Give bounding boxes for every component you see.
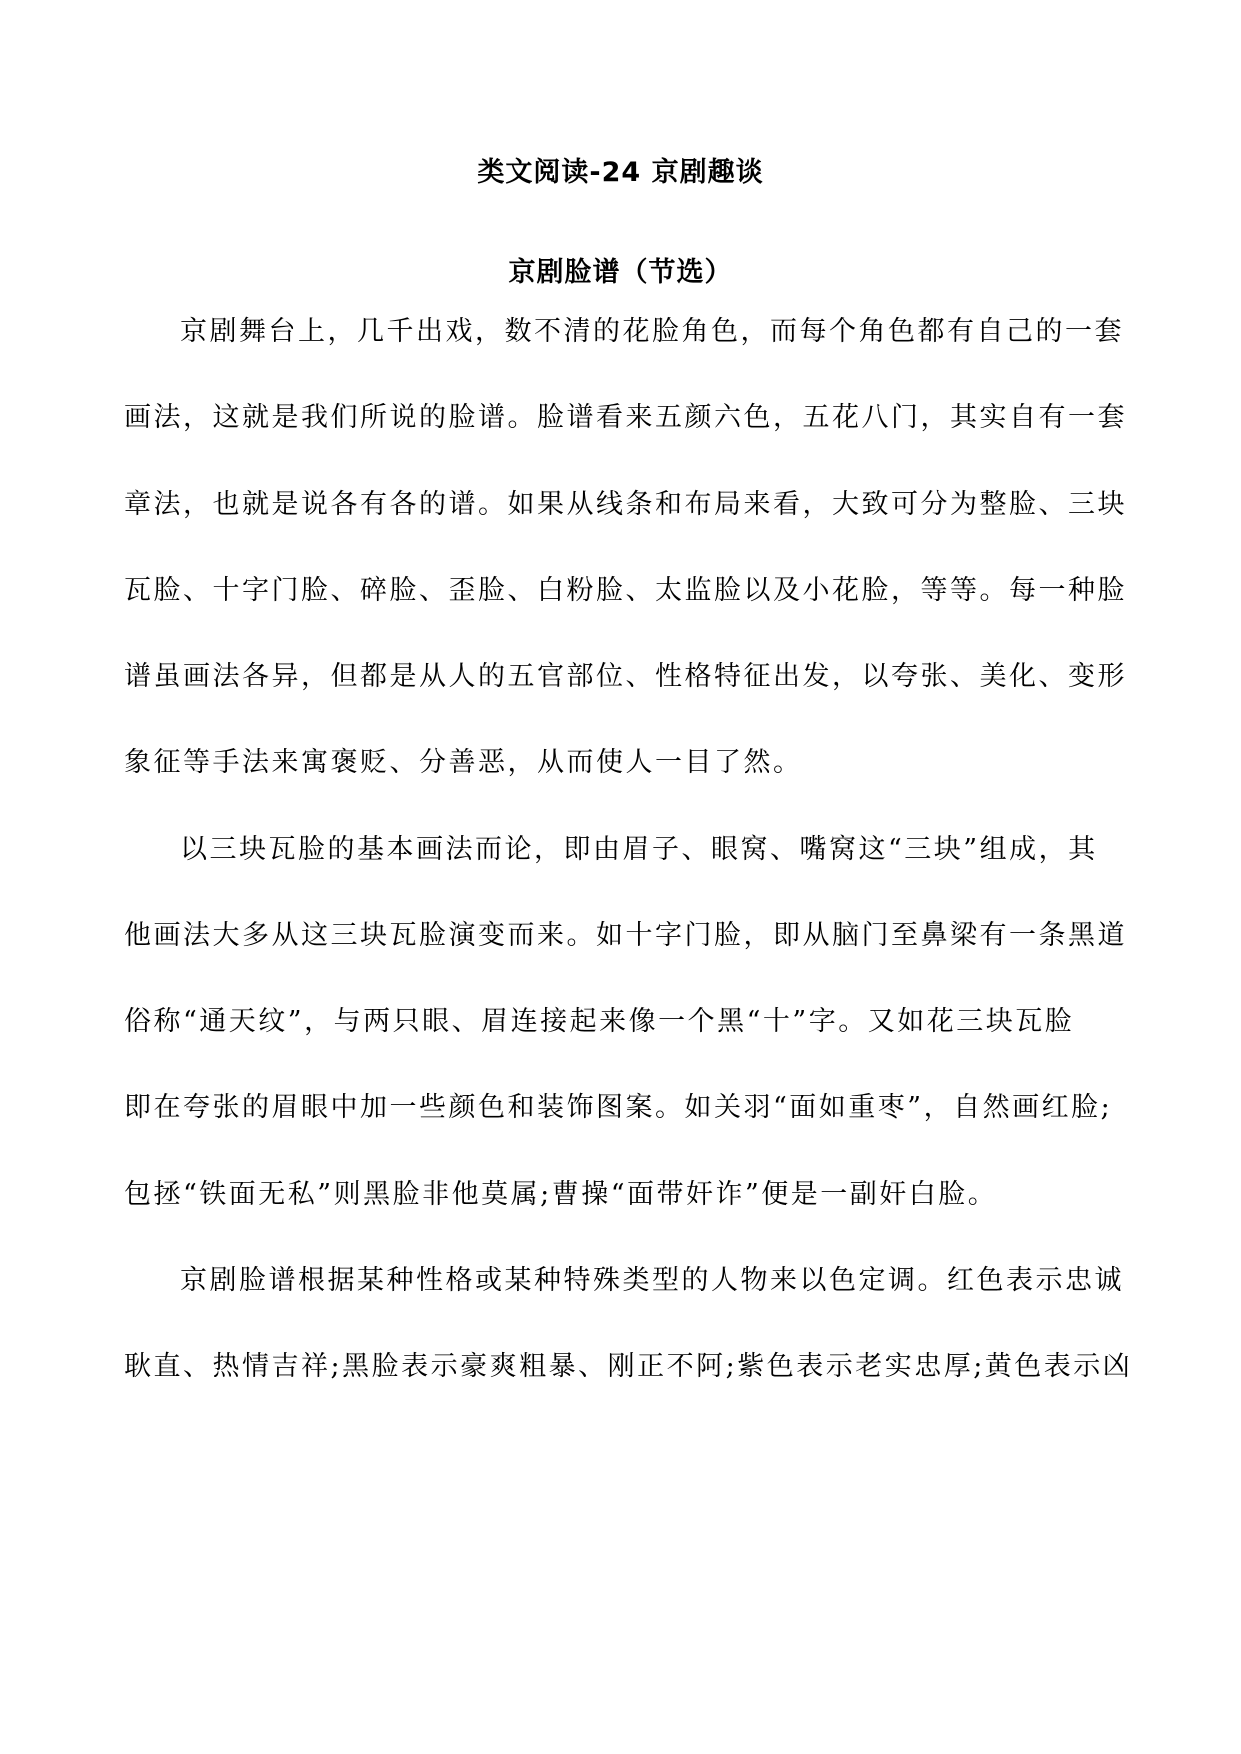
paragraph-line: 即在夸张的眉眼中加一些颜色和装饰图案。如关羽“面如重枣”，自然画红脸; bbox=[124, 1092, 1113, 1123]
paragraph-line: 章法，也就是说各有各的谱。如果从线条和布局来看，大致可分为整脸、三块 bbox=[124, 489, 1127, 520]
paragraph-line: 耿直、热情吉祥;黑脸表示豪爽粗暴、刚正不阿;紫色表示老实忠厚;黄色表示凶 bbox=[124, 1351, 1133, 1382]
paragraph-line: 包拯“铁面无私”则黑脸非他莫属;曹操“面带奸诈”便是一副奸白脸。 bbox=[124, 1179, 998, 1210]
paragraph-line: 瓦脸、十字门脸、碎脸、歪脸、白粉脸、太监脸以及小花脸，等等。每一种脸 bbox=[124, 575, 1127, 606]
paragraph-line: 俗称“通天纹”，与两只眼、眉连接起来像一个黑“十”字。又如花三块瓦脸 bbox=[124, 1006, 1075, 1037]
paragraph-line: 象征等手法来寓褒贬、分善恶，从而使人一目了然。 bbox=[124, 747, 803, 778]
paragraph-line: 京剧舞台上，几千出戏，数不清的花脸角色，而每个角色都有自己的一套 bbox=[180, 316, 1124, 347]
paragraph-line: 谱虽画法各异，但都是从人的五官部位、性格特征出发，以夸张、美化、变形 bbox=[124, 661, 1127, 692]
paragraph-line: 画法，这就是我们所说的脸谱。脸谱看来五颜六色，五花八门，其实自有一套 bbox=[124, 402, 1127, 433]
document-title: 类文阅读-24 京剧趣谈 bbox=[477, 157, 764, 188]
section-title: 京剧脸谱（节选） bbox=[508, 257, 733, 288]
paragraph-line: 以三块瓦脸的基本画法而论，即由眉子、眼窝、嘴窝这“三块”组成，其 bbox=[180, 834, 1098, 865]
paragraph-line: 京剧脸谱根据某种性格或某种特殊类型的人物来以色定调。红色表示忠诚 bbox=[180, 1265, 1124, 1296]
paragraph-line: 他画法大多从这三块瓦脸演变而来。如十字门脸，即从脑门至鼻梁有一条黑道 bbox=[124, 920, 1127, 951]
